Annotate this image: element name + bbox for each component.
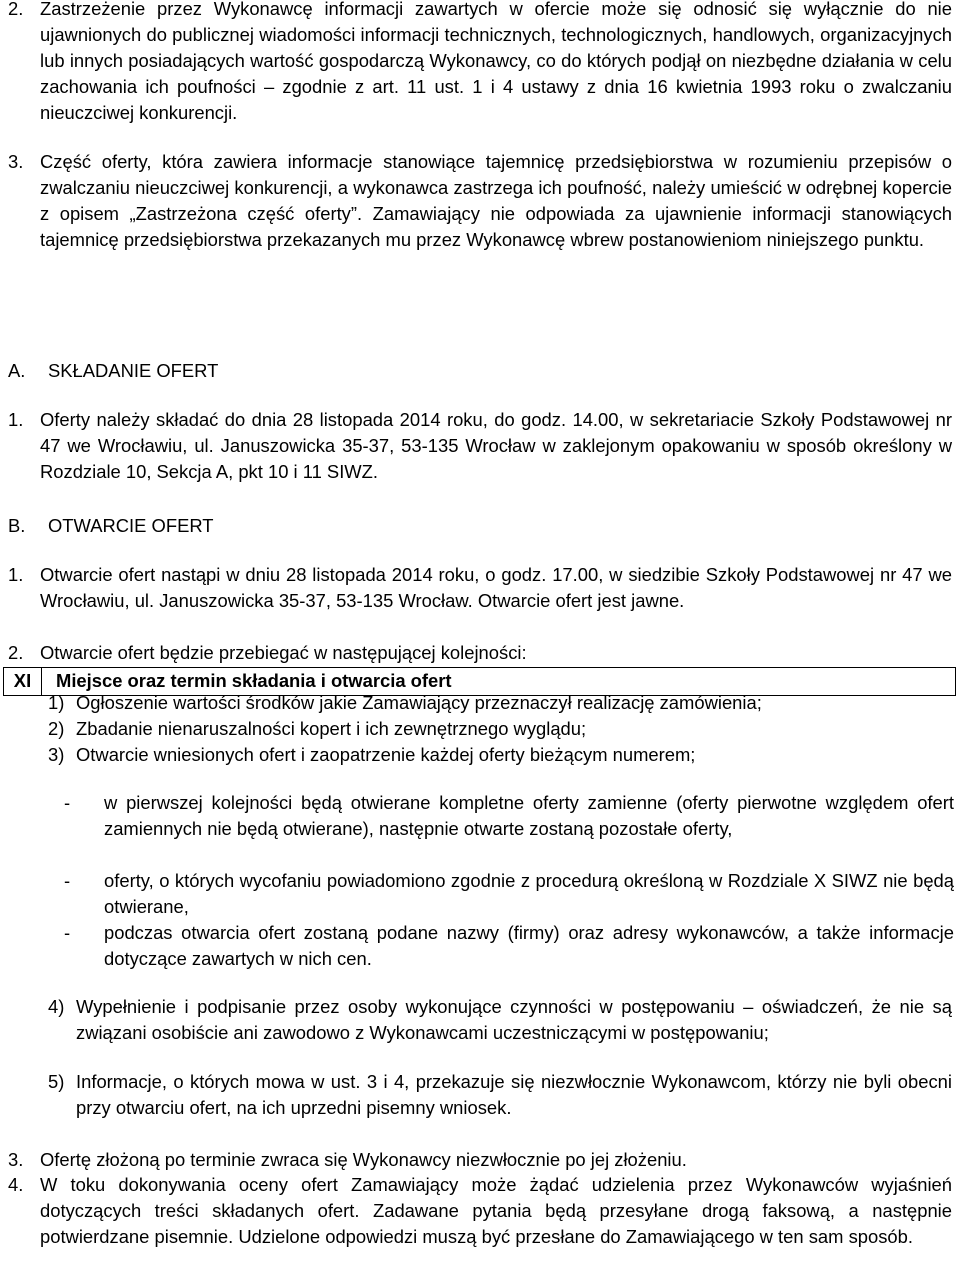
paragraph-number: 3.	[8, 151, 24, 172]
sub-item-number: 1)	[48, 692, 65, 713]
sub-item-5	[48, 1069, 952, 1121]
heading-letter: A.	[8, 360, 26, 381]
item-text: Oferty należy składać do dnia 28 listopada 2014 roku, do godz. 14.00, w sekretariacie Szkoły Podstawowej nr 47 we Wrocławiu, ul. Januszowicka 35-37, 53-135 Wrocław w zaklejonym opakowaniu w sposób określony w Rozdziale 10, Sekcja A, pkt 10 i 11 SIWZ.	[40, 409, 952, 482]
sub-item-text: Zbadanie nienaruszalności kopert i ich zewnętrznego wyglądu;	[76, 718, 587, 739]
sub-item-4	[48, 994, 952, 1046]
dash-text: oferty, o których wycofaniu powiadomiono zgodnie z procedurą określoną w Rozdziale X SIWZ nie będą otwierane,	[104, 870, 954, 917]
item-number: 2.	[8, 642, 24, 663]
item-number: 1.	[8, 409, 24, 430]
item-number: 3.	[8, 1149, 24, 1170]
heading-title: OTWARCIE OFERT	[48, 515, 214, 536]
paragraph-text: Część oferty, która zawiera informacje stanowiące tajemnicę przedsiębiorstwa w rozumieniu przepisów o zwalczaniu nieuczciwej konkurencji, a wykonawca zastrzega ich poufność, należy umieścić w odrębnej kopercie z opisem „Zastrzeżona część oferty”. Zamawiający nie odpowiada za ujawnienie informacji stanowiących tajemnicę przedsiębiorstwa przekazanych mu przez Wykonawcę wbrew postanowieniom niniejszego punktu.	[40, 151, 952, 250]
dash-item-1	[64, 790, 954, 842]
sub-item-text: Ogłoszenie wartości środków jakie Zamawiający przeznaczył realizację zamówienia;	[76, 692, 762, 713]
paragraph-text: Zastrzeżenie przez Wykonawcę informacji zawartych w ofercie może się odnosić się wyłącznie do nie ujawnionych do publicznej wiadomości informacji technicznych, technologicznych, handlowych, organizacyjnych lub innych posiadających wartość gospodarczą Wykonawcy, co do których podjął on niezbędne działania w celu zachowania ich poufności – zgodnie z art. 11 ust. 1 i 4 ustawy z dnia 16 kwietnia 1993 roku o zwalczaniu nieuczciwej konkurencji.	[40, 0, 952, 123]
sub-item-text: Otwarcie wniesionych ofert i zaopatrzenie każdej oferty bieżącym numerem;	[76, 744, 696, 765]
sub-item-number: 5)	[48, 1071, 65, 1092]
sub-item-text: Informacje, o których mowa w ust. 3 i 4, przekazuje się niezwłocznie Wykonawcom, którzy nie byli obecni przy otwarciu ofert, na ich uprzedni pisemny wniosek.	[76, 1071, 952, 1118]
item-b4	[8, 1172, 952, 1250]
sub-item-number: 4)	[48, 996, 65, 1017]
dash-text: w pierwszej kolejności będą otwierane kompletne oferty zamienne (oferty pierwotne względem ofert zamiennych nie będą otwierane), następnie otwarte zostaną pozostałe oferty,	[104, 792, 954, 839]
item-text: W toku dokonywania oceny ofert Zamawiający może żądać udzielenia przez Wykonawców wyjaśnień dotyczących treści składanych ofert. Zadawane pytania będą przesyłane drogą faksową, a następnie potwierdzane pisemnie. Udzielone odpowiedzi muszą być przesłane do Zamawiającego w ten sam sposób.	[40, 1174, 952, 1247]
item-text: Ofertę złożoną po terminie zwraca się Wykonawcy niezwłocznie po jej złożeniu.	[40, 1149, 687, 1170]
dash-bullet: -	[64, 922, 71, 943]
sub-item-text: Wypełnienie i podpisanie przez osoby wykonujące czynności w postępowaniu – oświadczeń, że nie są związani osobiście ani zawodowo z Wykonawcami uczestniczącymi w postępowaniu;	[76, 996, 952, 1043]
sub-item-number: 2)	[48, 718, 65, 739]
paragraph-number: 2.	[8, 0, 24, 19]
heading-title: SKŁADANIE OFERT	[48, 360, 219, 381]
dash-item-3	[64, 920, 954, 972]
dash-text: podczas otwarcia ofert zostaną podane nazwy (firmy) oraz adresy wykonawców, a także informacje dotyczące zawartych w nich cen.	[104, 922, 954, 969]
item-number: 4.	[8, 1174, 24, 1195]
heading-letter: B.	[8, 515, 26, 536]
dash-bullet: -	[64, 792, 71, 813]
item-b3	[8, 1147, 952, 1173]
section-title: Miejsce oraz termin składania i otwarcia ofert	[56, 670, 452, 691]
section-number: XI	[4, 668, 42, 695]
dash-bullet: -	[64, 870, 71, 891]
sub-item-number: 3)	[48, 744, 65, 765]
item-text: Otwarcie ofert nastąpi w dniu 28 listopada 2014 roku, o godz. 17.00, w siedzibie Szkoły Podstawowej nr 47 we Wrocławiu, ul. Januszowicka 35-37, 53-135 Wrocław. Otwarcie ofert jest jawne.	[40, 564, 952, 611]
item-number: 1.	[8, 564, 24, 585]
item-text: Otwarcie ofert będzie przebiegać w następującej kolejności:	[40, 642, 527, 663]
dash-item-2	[64, 868, 954, 920]
